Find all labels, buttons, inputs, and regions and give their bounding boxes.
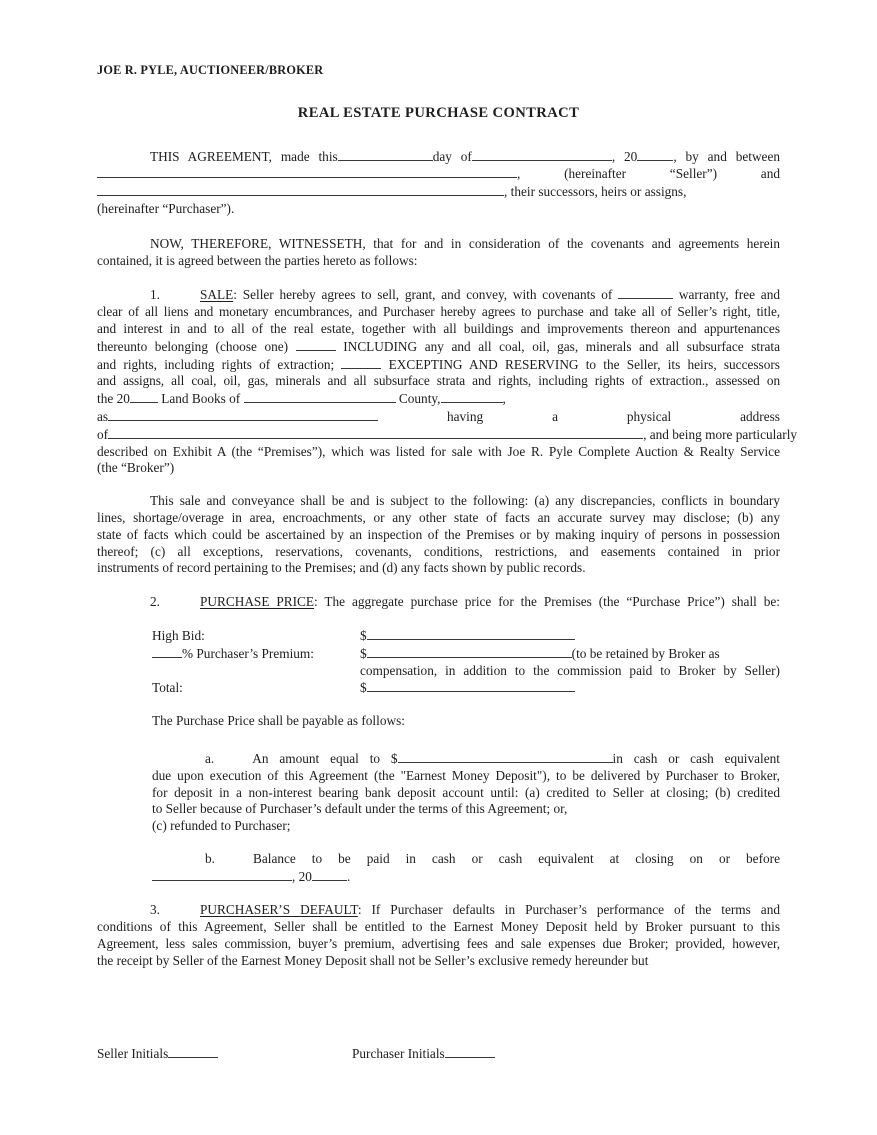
tab-space xyxy=(160,298,200,299)
blank-field[interactable] xyxy=(244,390,396,403)
column-label: % Purchaser’s Premium: xyxy=(182,645,314,661)
seller-initials xyxy=(97,1045,352,1063)
text-run: described on Exhibit A (the “Premises”), which was listed for sale with Joe R. Pyle Complete Auction & Realty Service xyxy=(97,443,780,459)
section-3-purchasers-default xyxy=(97,902,780,969)
text-line xyxy=(152,627,780,645)
text-run: day of xyxy=(432,148,472,164)
column-label: Total: xyxy=(152,680,183,696)
text-run: warranty, free and xyxy=(673,287,781,303)
text-run: (the “Broker”) xyxy=(97,460,175,476)
initials-footer xyxy=(97,1045,780,1063)
payable-intro xyxy=(152,713,780,730)
text-run: THIS AGREEMENT, made this xyxy=(150,148,338,164)
text-line xyxy=(97,236,780,253)
blank-field[interactable] xyxy=(108,426,643,439)
blank-field[interactable] xyxy=(108,408,378,421)
text-run: having a physical address xyxy=(378,408,780,424)
section-heading: PURCHASE PRICE xyxy=(199,594,315,610)
blank-field[interactable] xyxy=(338,148,433,161)
text-run: clear of all liens and monetary encumbrances, and Purchaser hereby agrees to purchase and take all of Seller’s right, title, xyxy=(97,304,780,320)
text-run: $ xyxy=(360,680,367,696)
blank-field[interactable] xyxy=(367,645,572,658)
text-line xyxy=(97,165,780,183)
text-line xyxy=(152,679,780,697)
seller-initials-label: Seller Initials xyxy=(97,1046,169,1061)
text-line xyxy=(97,919,780,936)
text-line xyxy=(97,183,780,201)
text-line xyxy=(97,936,780,953)
text-run: An amount equal to $ xyxy=(252,750,398,766)
text-line xyxy=(152,645,780,663)
blank-field[interactable] xyxy=(152,645,182,658)
text-run: , xyxy=(502,391,506,407)
text-line xyxy=(97,373,780,390)
item-a-earnest-money xyxy=(152,750,780,835)
text-run: , 20 xyxy=(292,868,312,884)
purchaser-initials-label: Purchaser Initials xyxy=(352,1046,445,1061)
section-1-sale xyxy=(97,286,798,477)
text-line xyxy=(97,253,780,270)
text-run: (c) refunded to Purchaser; xyxy=(152,818,291,834)
blank-field[interactable] xyxy=(367,679,575,692)
blank-field[interactable] xyxy=(618,286,673,299)
text-run: 3. xyxy=(150,902,160,918)
text-run: . xyxy=(346,868,351,884)
text-run: to Seller because of Purchaser’s default under the terms of this Agreement; or, xyxy=(152,801,568,817)
text-run: conditions of this Agreement, Seller shall be entitled to the Earnest Money Deposit held by Broker pursuant to this xyxy=(97,919,780,935)
blank-field[interactable] xyxy=(312,868,347,881)
text-line xyxy=(97,148,780,166)
text-line xyxy=(152,818,780,835)
text-line xyxy=(97,460,780,477)
page-content xyxy=(97,62,798,970)
text-run: Agreement, less sales commission, buyer’s premium, advertising fees and sale expenses due Broker; provided, however, xyxy=(97,936,780,952)
text-run: due upon execution of this Agreement (the "Earnest Money Deposit"), to be delivered by Purchaser to Broker, xyxy=(152,767,780,783)
purchaser-initials xyxy=(352,1045,495,1063)
text-run: b. xyxy=(205,850,215,866)
blank-field[interactable] xyxy=(97,183,504,196)
column-label: High Bid: xyxy=(152,627,205,643)
text-line xyxy=(97,902,780,919)
tab-space xyxy=(160,605,200,606)
text-run: NOW, THEREFORE, WITNESSETH, that for and in consideration of the covenants and agreements herein xyxy=(150,235,780,251)
text-run: (to be retained by Broker as xyxy=(571,645,720,661)
text-run: as xyxy=(97,408,109,424)
text-run: 1. xyxy=(150,287,160,303)
text-run: state of facts which could be ascertained by an inspection of the Premises or by making inquiry of persons in possession xyxy=(97,526,780,542)
text-run: (hereinafter “Purchaser”). xyxy=(97,200,235,216)
text-line xyxy=(152,750,780,768)
text-line xyxy=(152,851,780,868)
tab-space xyxy=(160,913,200,914)
text-run: compensation, in addition to the commission paid to Broker by Seller) xyxy=(360,662,780,678)
text-run: the receipt by Seller of the Earnest Money Deposit shall not be Seller’s exclusive remedy hereunder but xyxy=(97,952,649,968)
text-line xyxy=(97,286,780,304)
text-line xyxy=(97,356,780,374)
price-table xyxy=(152,627,780,697)
document-body xyxy=(97,148,798,970)
text-run: , their successors, heirs or assigns, xyxy=(504,184,687,200)
text-line xyxy=(97,201,780,218)
text-line xyxy=(152,801,780,818)
text-run: and rights, including rights of extraction; xyxy=(97,356,342,372)
text-line xyxy=(97,390,780,408)
section-2-purchase-price xyxy=(97,594,780,611)
text-run: and assigns, all coal, oil, gas, minerals and all subsurface strata and rights, including rights of extraction., assessed on xyxy=(97,373,780,389)
text-run: $ xyxy=(360,627,367,643)
item-b-balance xyxy=(152,851,780,886)
text-run: , and being more particularly xyxy=(643,426,798,442)
text-run: County, xyxy=(395,391,441,407)
purchaser-initials-blank[interactable] xyxy=(445,1045,495,1058)
text-run: in cash or cash equivalent xyxy=(612,750,780,766)
text-run: $ xyxy=(360,645,367,661)
text-line xyxy=(97,408,780,426)
text-run: and interest in and to all of the real estate, together with all buildings and improvements thereon and appurtenances xyxy=(97,320,780,336)
blank-field[interactable] xyxy=(441,390,503,403)
text-line xyxy=(152,768,780,785)
document-title: REAL ESTATE PURCHASE CONTRACT xyxy=(297,104,580,121)
text-run: INCLUDING any and all coal, oil, gas, minerals and all subsurface strata xyxy=(335,338,781,354)
text-run: EXCEPTING AND RESERVING to the Seller, its heirs, successors xyxy=(381,356,780,372)
text-line xyxy=(97,560,780,577)
text-line xyxy=(152,713,780,730)
section-heading: SALE xyxy=(199,287,234,303)
text-run: 2. xyxy=(150,594,160,610)
broker-header: JOE R. PYLE, AUCTIONEER/BROKER xyxy=(97,63,324,77)
tab-space xyxy=(215,862,253,863)
text-line xyxy=(152,663,780,680)
blank-field[interactable] xyxy=(637,148,673,161)
text-line xyxy=(97,426,798,444)
text-run: Balance to be paid in cash or cash equivalent at closing on or before xyxy=(252,850,780,866)
text-run: Land Books of xyxy=(157,391,244,407)
text-line xyxy=(152,868,780,886)
blank-field[interactable] xyxy=(341,356,381,369)
witnesseth-clause xyxy=(97,236,780,270)
text-line xyxy=(97,510,780,527)
text-run: lines, shortage/overage in area, encroachments, or any other state of facts an accurate survey may disclose; (b) any xyxy=(97,509,780,525)
text-run: the 20 xyxy=(97,391,130,407)
text-line xyxy=(97,544,780,561)
text-run: thereof; (c) all exceptions, reservations, covenants, conditions, restrictions, and easements contained in prior xyxy=(97,543,780,559)
intro-agreement xyxy=(97,148,780,218)
text-line xyxy=(97,338,780,356)
text-run: This sale and conveyance shall be and is subject to the following: (a) any discrepancies, conflicts in boundary xyxy=(150,493,780,509)
text-run: instruments of record pertaining to the Premises; and (d) any facts shown by public records. xyxy=(97,560,586,576)
text-line xyxy=(97,493,780,510)
text-run: contained, it is agreed between the parties hereto as follows: xyxy=(97,252,418,268)
blank-field[interactable] xyxy=(472,148,612,161)
text-run: , (hereinafter “Seller”) and xyxy=(517,166,780,182)
text-run: , by and between xyxy=(673,148,781,164)
blank-field[interactable] xyxy=(296,338,336,351)
text-line xyxy=(97,953,780,970)
text-run: : The aggregate purchase price for the Premises (the “Purchase Price”) shall be: xyxy=(314,594,780,610)
text-line xyxy=(152,785,780,802)
subject-to-clause xyxy=(97,493,780,577)
seller-initials-blank[interactable] xyxy=(168,1045,218,1058)
blank-field[interactable] xyxy=(367,627,575,640)
tab-space xyxy=(214,762,252,763)
text-line xyxy=(97,594,780,611)
text-run: : Seller hereby agrees to sell, grant, and convey, with covenants of xyxy=(233,287,619,303)
text-line xyxy=(97,527,780,544)
text-run: The Purchase Price shall be payable as follows: xyxy=(152,713,405,729)
text-run: thereunto belonging (choose one) xyxy=(97,338,296,354)
tab-space xyxy=(152,674,360,675)
text-line xyxy=(97,304,780,321)
blank-field[interactable] xyxy=(97,165,517,178)
blank-field[interactable] xyxy=(398,750,613,763)
text-line xyxy=(97,321,780,338)
text-run: a. xyxy=(205,750,215,766)
text-line xyxy=(97,444,780,461)
blank-field[interactable] xyxy=(152,868,292,881)
text-run: , 20 xyxy=(611,148,638,164)
text-run: : If Purchaser defaults in Purchaser’s performance of the terms and xyxy=(357,902,780,918)
text-run: for deposit in a non-interest bearing bank deposit account until: (a) credited to Seller at closing; (b) credited xyxy=(152,784,780,800)
blank-field[interactable] xyxy=(130,390,158,403)
text-run: of xyxy=(97,426,109,442)
section-heading: PURCHASER’S DEFAULT xyxy=(199,902,358,918)
